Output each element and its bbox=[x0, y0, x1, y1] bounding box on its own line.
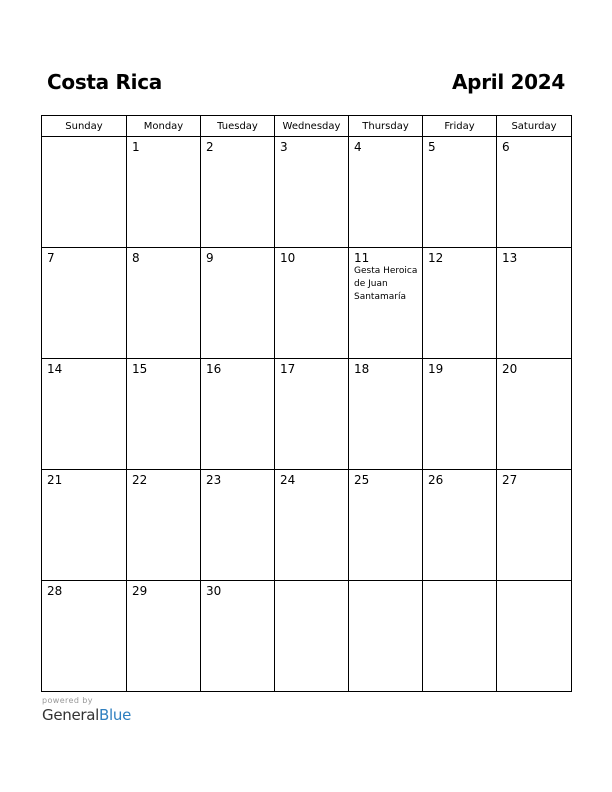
week-row bbox=[42, 248, 572, 359]
day-cell bbox=[423, 248, 497, 359]
brand-general: General bbox=[42, 706, 100, 724]
day-cell bbox=[497, 359, 572, 470]
day-cell bbox=[275, 137, 349, 248]
day-cell bbox=[127, 359, 201, 470]
day-cell bbox=[201, 248, 275, 359]
day-cell bbox=[201, 359, 275, 470]
day-cell bbox=[349, 137, 423, 248]
powered-by-text: powered by bbox=[42, 696, 93, 705]
day-number: 2 bbox=[206, 140, 214, 154]
day-cell bbox=[349, 359, 423, 470]
empty-day-cell bbox=[497, 581, 572, 692]
week-row bbox=[42, 581, 572, 692]
empty-day-cell bbox=[349, 581, 423, 692]
brand-logo bbox=[42, 706, 131, 724]
day-cell bbox=[423, 359, 497, 470]
day-cell bbox=[42, 248, 127, 359]
day-number: 1 bbox=[132, 140, 140, 154]
day-number: 22 bbox=[132, 473, 148, 487]
empty-day-cell bbox=[423, 581, 497, 692]
day-cell bbox=[127, 470, 201, 581]
day-number: 15 bbox=[132, 362, 148, 376]
month-title: April 2024 bbox=[452, 70, 565, 94]
day-cell bbox=[127, 581, 201, 692]
day-number: 28 bbox=[47, 584, 63, 598]
weekday-header: Saturday bbox=[497, 116, 572, 137]
day-number: 3 bbox=[280, 140, 288, 154]
day-cell bbox=[201, 470, 275, 581]
day-number: 18 bbox=[354, 362, 370, 376]
day-number: 12 bbox=[428, 251, 444, 265]
calendar-grid bbox=[41, 115, 572, 692]
day-number: 17 bbox=[280, 362, 296, 376]
day-number: 14 bbox=[47, 362, 63, 376]
day-cell bbox=[201, 581, 275, 692]
brand-blue: Blue bbox=[99, 706, 132, 724]
day-number: 7 bbox=[47, 251, 55, 265]
weekday-header: Tuesday bbox=[201, 116, 275, 137]
weekday-header-row bbox=[42, 116, 572, 137]
day-number: 5 bbox=[428, 140, 436, 154]
day-cell bbox=[423, 137, 497, 248]
day-cell bbox=[497, 470, 572, 581]
week-row bbox=[42, 359, 572, 470]
day-cell bbox=[42, 359, 127, 470]
day-number: 20 bbox=[502, 362, 518, 376]
day-number: 21 bbox=[47, 473, 63, 487]
day-cell bbox=[423, 470, 497, 581]
day-number: 11 bbox=[354, 251, 370, 265]
day-number: 26 bbox=[428, 473, 444, 487]
weekday-header: Sunday bbox=[42, 116, 127, 137]
empty-day-cell bbox=[42, 137, 127, 248]
empty-day-cell bbox=[275, 581, 349, 692]
day-number: 8 bbox=[132, 251, 140, 265]
day-cell bbox=[42, 470, 127, 581]
day-number: 25 bbox=[354, 473, 370, 487]
day-number: 10 bbox=[280, 251, 296, 265]
weekday-header: Wednesday bbox=[275, 116, 349, 137]
holiday-label: Gesta Heroica de Juan Santamaría bbox=[354, 266, 418, 302]
day-number: 30 bbox=[206, 584, 222, 598]
day-number: 19 bbox=[428, 362, 444, 376]
day-cell bbox=[275, 470, 349, 581]
day-number: 4 bbox=[354, 140, 362, 154]
day-number: 16 bbox=[206, 362, 222, 376]
day-cell bbox=[127, 137, 201, 248]
day-number: 6 bbox=[502, 140, 510, 154]
day-cell bbox=[497, 137, 572, 248]
day-cell bbox=[201, 137, 275, 248]
weekday-header: Monday bbox=[127, 116, 201, 137]
day-cell bbox=[349, 248, 423, 359]
country-title: Costa Rica bbox=[47, 70, 162, 94]
footer-branding bbox=[42, 696, 131, 724]
day-number: 27 bbox=[502, 473, 518, 487]
day-cell bbox=[349, 470, 423, 581]
week-row bbox=[42, 137, 572, 248]
day-cell bbox=[275, 248, 349, 359]
day-cell bbox=[275, 359, 349, 470]
day-number: 9 bbox=[206, 251, 214, 265]
day-cell bbox=[42, 581, 127, 692]
day-cell bbox=[497, 248, 572, 359]
day-number: 24 bbox=[280, 473, 296, 487]
day-number: 23 bbox=[206, 473, 222, 487]
weekday-header: Friday bbox=[423, 116, 497, 137]
day-number: 13 bbox=[502, 251, 518, 265]
day-cell bbox=[127, 248, 201, 359]
week-row bbox=[42, 470, 572, 581]
weekday-header: Thursday bbox=[349, 116, 423, 137]
day-number: 29 bbox=[132, 584, 148, 598]
